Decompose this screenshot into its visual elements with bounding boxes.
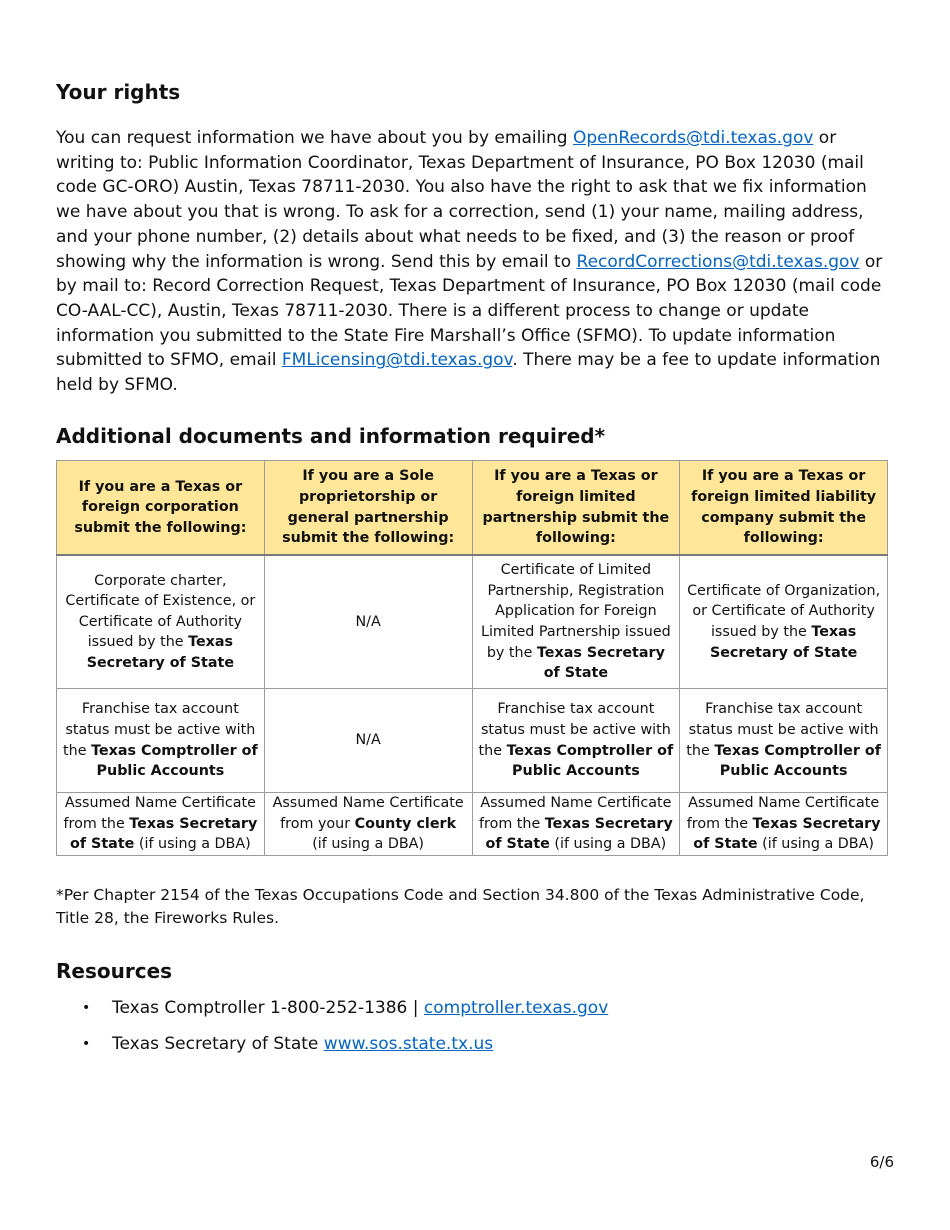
rights-text-4: . There may be a fee to update information held by SFMO.: [56, 350, 881, 396]
table-cell: Assumed Name Certificate from your County clerk (if using a DBA): [264, 793, 472, 856]
table-cell: Franchise tax account status must be active with the Texas Comptroller of Public Accounts: [57, 689, 265, 793]
rights-text-3: or by mail to: Record Correction Request, Texas Department of Insurance, PO Box 12030 (mail code CO-AAL-CC), Austin, Texas 78711-2030. There is a different process to change or update information you submitted to the State Fire Marshall’s Office (SFMO). To update information submitted to SFMO, email: [56, 251, 883, 371]
table-cell: Certificate of Organization, or Certificate of Authority issued by the Texas Secretary of State: [680, 555, 888, 689]
fm-licensing-email-link[interactable]: FMLicensing@tdi.texas.gov: [281, 350, 513, 371]
resource-text: Texas Secretary of State: [112, 1034, 324, 1054]
comptroller-link[interactable]: comptroller.texas.gov: [423, 998, 609, 1018]
table-header-row: [57, 461, 888, 556]
header-corporation: If you are a Texas or foreign corporation submit the following:: [57, 461, 265, 556]
table-cell: Assumed Name Certificate from the Texas Secretary of State (if using a DBA): [680, 793, 888, 856]
your-rights-paragraph: [56, 126, 892, 398]
table-cell: Franchise tax account status must be active with the Texas Comptroller of Public Accounts: [680, 689, 888, 793]
bullet-icon: •: [82, 1036, 91, 1052]
record-corrections-email-link[interactable]: RecordCorrections@tdi.texas.gov: [576, 251, 860, 272]
table-row: [57, 555, 888, 689]
your-rights-heading: Your rights: [56, 80, 181, 104]
table-row: [57, 793, 888, 856]
bullet-icon: •: [82, 1000, 91, 1016]
fireworks-rules-footnote: *Per Chapter 2154 of the Texas Occupations Code and Section 34.800 of the Texas Administrative Code, Title 28, the Fireworks Rules.: [56, 886, 865, 927]
page-number: 6/6: [869, 1153, 894, 1171]
header-llc: If you are a Texas or foreign limited liability company submit the following:: [680, 461, 888, 556]
table-cell: Corporate charter, Certificate of Existence, or Certificate of Authority issued by the Texas Secretary of State: [57, 555, 265, 689]
table-cell: N/A: [264, 689, 472, 793]
header-sole-proprietorship: If you are a Sole proprietorship or general partnership submit the following:: [264, 461, 472, 556]
list-item: [56, 1030, 608, 1066]
rights-text-1: You can request information we have about you by emailing: [56, 128, 573, 148]
required-documents-table: [56, 460, 888, 856]
table-cell: Assumed Name Certificate from the Texas Secretary of State (if using a DBA): [472, 793, 680, 856]
resources-list: [56, 994, 608, 1066]
resource-text: Texas Comptroller 1-800-252-1386 |: [112, 998, 424, 1018]
table-cell: N/A: [264, 555, 472, 689]
table-row: [57, 689, 888, 793]
rights-text-2: or writing to: Public Information Coordinator, Texas Department of Insurance, PO Box 12030 (mail code GC-ORO) Austin, Texas 78711-2030. You also have the right to ask that we fix information we have about you that is wrong. To ask for a correction, send (1) your name, mailing address, and your phone number, (2) details about what needs to be fixed, and (3) the reason or proof showing why the information is wrong. Send this by email to: [56, 128, 867, 272]
resources-heading: Resources: [56, 959, 173, 983]
table-cell: Franchise tax account status must be active with the Texas Comptroller of Public Accounts: [472, 689, 680, 793]
secretary-of-state-link[interactable]: www.sos.state.tx.us: [323, 1034, 494, 1054]
list-item: [56, 994, 608, 1030]
additional-documents-heading: Additional documents and information required*: [56, 424, 606, 448]
open-records-email-link[interactable]: OpenRecords@tdi.texas.gov: [573, 128, 814, 148]
table-cell: Certificate of Limited Partnership, Registration Application for Foreign Limited Partnership issued by the Texas Secretary of State: [472, 555, 680, 689]
header-limited-partnership: If you are a Texas or foreign limited partnership submit the following:: [472, 461, 680, 556]
table-cell: Assumed Name Certificate from the Texas Secretary of State (if using a DBA): [57, 793, 265, 856]
